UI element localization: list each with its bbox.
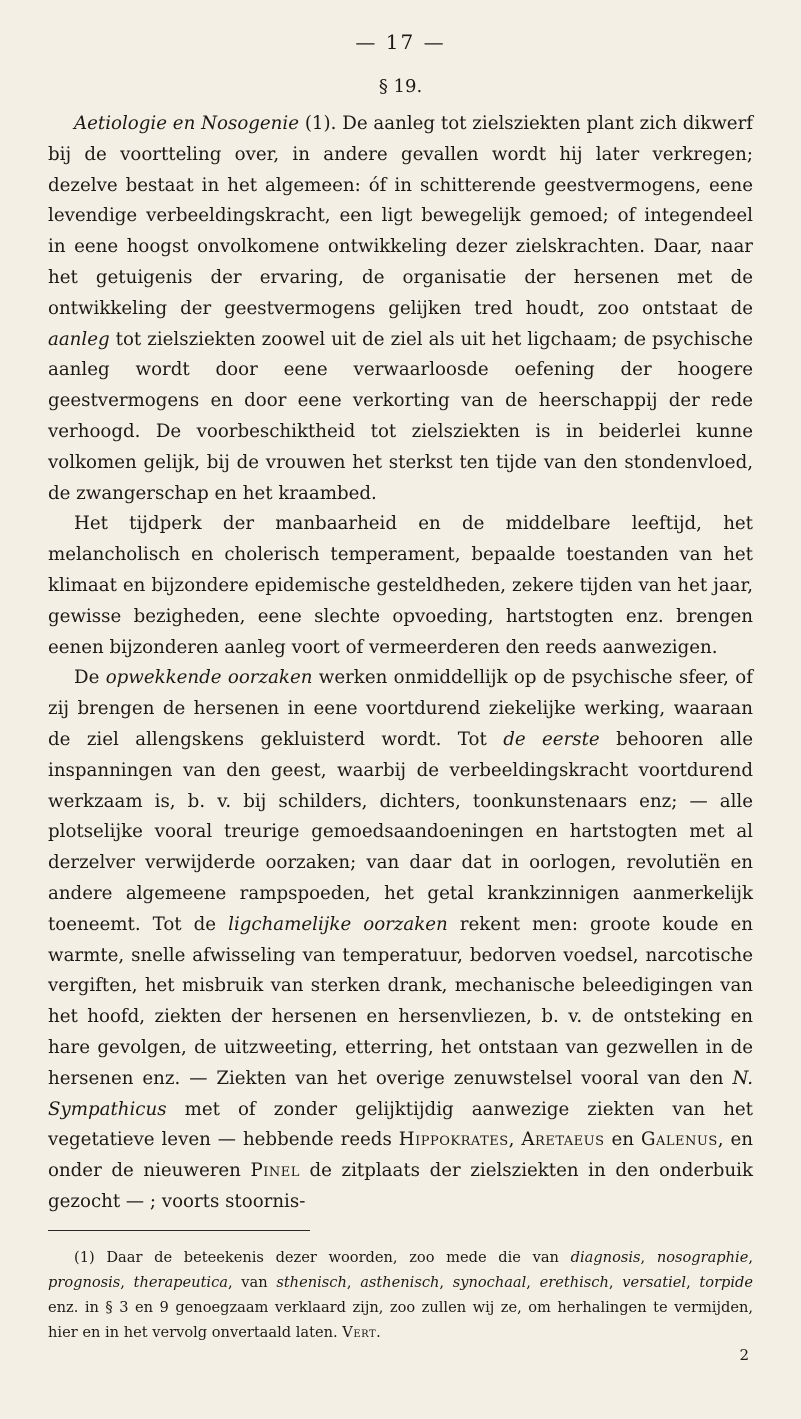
page-number: — 17 — xyxy=(355,30,446,54)
author-aretaeus: Aretaeus xyxy=(521,1129,605,1151)
footnote: (1) Daar de beteekenis dezer woorden, zoo mede die van diagnosis, nosographie, prognosis, therapeutica, van sthenisch, asthenisch, synochaal, erethisch, versatiel, torpide enz. in § 3 en 9 genoegzaam verklaard zijn, zoo zullen wij ze, om herhalingen te vermijden, hier en in het vervolg onvertaald laten. Vert. xyxy=(48,1248,754,1341)
emphasis-aanleg: aanleg xyxy=(48,328,110,350)
paragraph-tijdperk: Het tijdperk der manbaarheid en de middelbare leeftijd, het melancholisch en cholerisch temperament, bepaalde toestanden van het klimaat en bijzondere epidemische gesteldheden, zekere tijden van het jaar, gewisse bezigheden, eene slechte opvoeding, hartstogten enz. brengen eenen bijzonderen aanleg voort of vermeerderen den reeds aanwezigen. xyxy=(48,513,753,658)
translator-signature: Vert. xyxy=(342,1323,382,1341)
footnote-rule xyxy=(48,1230,310,1231)
book-page xyxy=(48,30,753,1365)
emphasis-opwekkende-oorzaken: opwekkende oorzaken xyxy=(105,667,313,689)
paragraph-oorzaken: De opwekkende oorzaken werken onmiddellijk op de psychische sfeer, of zij brengen de hersenen in eene voortdurend ziekelijke werking, waaraan de ziel allengskens gekluisterd wordt. Tot de eerste behooren alle inspanningen van den geest, waarbij de verbeeldingskracht voortdurend werkzaam is, b. v. bij schilders, dichters, toonkunstenaars enz; — alle plotselijke vooral treurige gemoedsaandoeningen en hartstogten met al derzelver verwijderde oorzaken; van daar dat in oorlogen, revolutiën en andere algemeene rampspoeden, het getal krankzinnigen aanmerkelijk toeneemt. Tot de ligchamelijke oorzaken rekent men: groote koude en warmte, snelle afwisseling van temperatuur, bedorven voedsel, narcotische vergiften, het misbruik van sterken drank, mechanische beleedigingen van het hoofd, ziekten der hersenen en hersenvliezen, b. v. de ontsteking en hare gevolgen, de uitzweeting, etterring, het ontstaan van gezwellen in de hersenen enz. — Ziekten van het overige zenuwstelsel vooral van den N. Sympathicus met of zonder gelijktijdig aanwezige ziekten van het vegetatieve leven — hebbende reeds Hippokrates, Aretaeus en Galenus, en onder de nieuweren Pinel de zitplaats der zielsziekten in den onderbuik gezocht — ; voorts stoornis- xyxy=(48,667,753,1212)
paragraph-title: Aetiologie en Nosogenie xyxy=(74,113,299,134)
section-heading: § 19. xyxy=(378,76,423,97)
author-hippokrates: Hippokrates xyxy=(398,1129,509,1151)
footnote-reference: (1). xyxy=(298,113,343,134)
footnote-mark: (1) xyxy=(74,1248,95,1266)
author-galenus: Galenus xyxy=(640,1129,718,1151)
author-pinel: Pinel xyxy=(250,1160,300,1182)
emphasis-sympathicus: N. Sympathicus xyxy=(48,1067,753,1120)
signature-number: 2 xyxy=(739,1345,749,1364)
paragraph-aetiologie: Aetiologie en Nosogenie (1). De aanleg tot zielsziekten plant zich dikwerf bij de voortteling over, in andere gevallen wordt hij later verkregen; dezelve bestaat in het algemeen: óf in schitterende geestvermogens, eene levendige verbeeldingskracht, een ligt bewegelijk gemoed; of integendeel in eene hoogst onvolkomene ontwikkeling dezer zielskrachten. Daar, naar het getuigenis der ervaring, de organisatie der hersenen met de ontwikkeling der geestvermogens gelijken tred houdt, zoo ontstaat de aanleg tot zielsziekten zoowel uit de ziel als uit het ligchaam; de psychische aanleg wordt door eene verwaarloosde oefening der hoogere geestvermogens en door eene verkorting van de heerschappij der rede verhoogd. De voorbeschiktheid tot zielsziekten is in beiderlei kunne volkomen gelijk, bij de vrouwen het sterkst ten tijde van den stondenvloed, de zwangerschap en het kraambed. xyxy=(48,113,753,504)
emphasis-de-eerste: de eerste xyxy=(503,728,600,750)
emphasis-ligchamelijke-oorzaken: ligchamelijke oorzaken xyxy=(228,913,448,935)
